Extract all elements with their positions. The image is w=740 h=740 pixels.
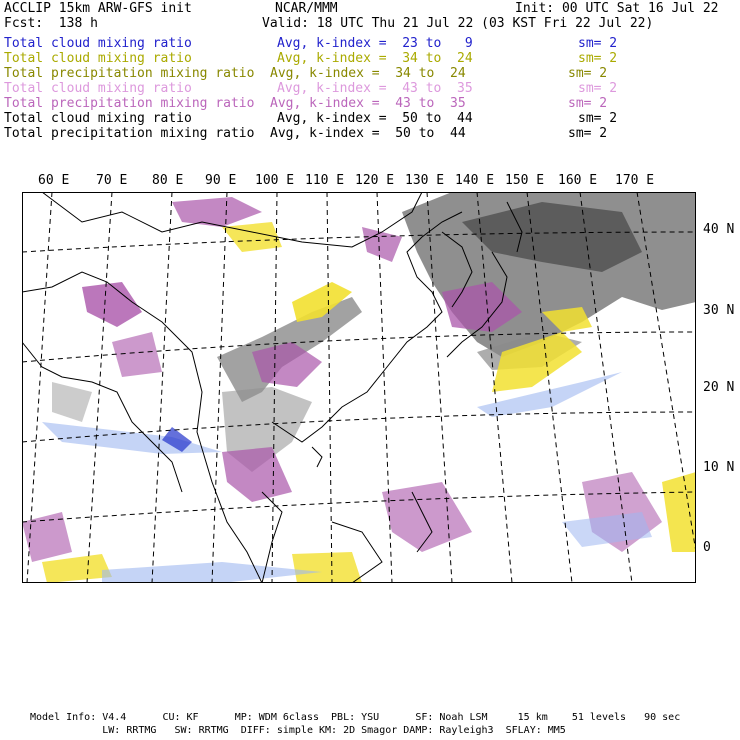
init-time: Init: 00 UTC Sat 16 Jul 22 (515, 1, 719, 16)
field-sm: sm= 2 (578, 36, 618, 51)
lon-label: 90 E (205, 173, 237, 188)
title: ACCLIP 15km ARW-GFS init (4, 1, 192, 16)
lon-label: 140 E (455, 173, 495, 188)
field-name: Total cloud mixing ratio (4, 51, 192, 66)
center-label: NCAR/MMM (275, 1, 338, 16)
field-avg: Avg, k-index = 50 to 44 (277, 111, 473, 126)
field-name: Total cloud mixing ratio (4, 81, 192, 96)
lon-label: 130 E (405, 173, 445, 188)
lon-label: 160 E (558, 173, 598, 188)
field-avg: Avg, k-index = 23 to 9 (277, 36, 473, 51)
field-sm: sm= 2 (578, 81, 618, 96)
lon-label: 150 E (505, 173, 545, 188)
lat-label: 10 N (703, 460, 735, 475)
model-info-line2: LW: RRTMG SW: RRTMG DIFF: simple KM: 2D Smagor DAMP: Rayleigh3 SFLAY: MM5 (30, 725, 566, 736)
field-name: Total precipitation mixing ratio (4, 66, 255, 81)
field-sm: sm= 2 (568, 96, 608, 111)
forecast-map (22, 192, 696, 583)
field-name: Total cloud mixing ratio (4, 111, 192, 126)
field-name: Total precipitation mixing ratio (4, 96, 255, 111)
field-avg: Avg, k-index = 43 to 35 (277, 81, 473, 96)
field-name: Total cloud mixing ratio (4, 36, 192, 51)
lat-label: 40 N (703, 222, 735, 237)
lat-label: 20 N (703, 380, 735, 395)
lon-label: 80 E (152, 173, 184, 188)
field-sm: sm= 2 (568, 126, 608, 141)
lon-label: 70 E (96, 173, 128, 188)
field-sm: sm= 2 (578, 111, 618, 126)
field-avg: Avg, k-index = 50 to 44 (270, 126, 466, 141)
field-sm: sm= 2 (578, 51, 618, 66)
field-avg: Avg, k-index = 43 to 35 (270, 96, 466, 111)
field-sm: sm= 2 (568, 66, 608, 81)
lon-label: 100 E (255, 173, 295, 188)
forecast-hour: Fcst: 138 h (4, 16, 98, 31)
lon-label: 170 E (615, 173, 655, 188)
lat-label: 0 (703, 540, 711, 555)
field-name: Total precipitation mixing ratio (4, 126, 255, 141)
field-avg: Avg, k-index = 34 to 24 (270, 66, 466, 81)
valid-time: Valid: 18 UTC Thu 21 Jul 22 (03 KST Fri 22 Jul 22) (262, 16, 654, 31)
lon-label: 60 E (38, 173, 70, 188)
lat-label: 30 N (703, 303, 735, 318)
lon-label: 110 E (305, 173, 345, 188)
model-info-line1: Model Info: V4.4 CU: KF MP: WDM 6class PBL: YSU SF: Noah LSM 15 km 51 levels 90 sec (30, 712, 681, 723)
field-avg: Avg, k-index = 34 to 24 (277, 51, 473, 66)
yellow-patch (292, 552, 362, 583)
lon-label: 120 E (355, 173, 395, 188)
